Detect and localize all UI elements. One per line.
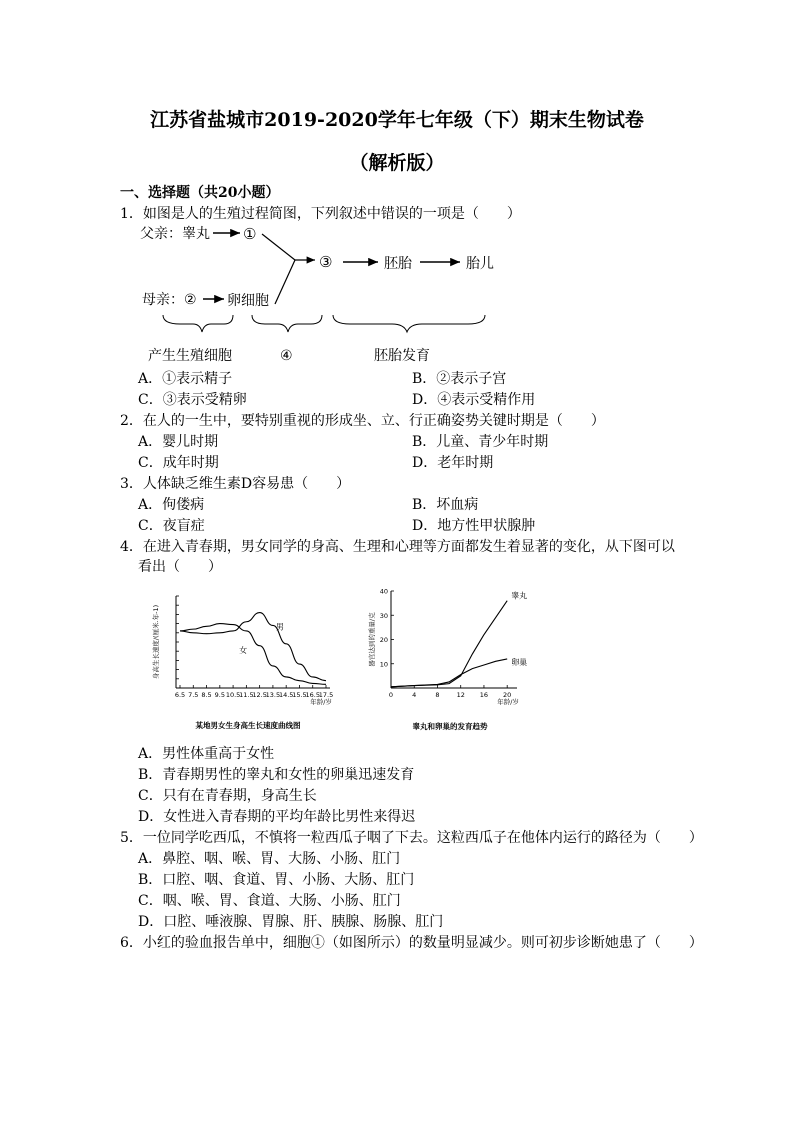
q2-option-a: A．婴儿时期: [138, 434, 219, 450]
chart2-y-tick-label: 10: [379, 660, 388, 669]
q2-option-c: C．成年时期: [138, 455, 219, 471]
chart1-x-tick-label: 14.5: [278, 691, 294, 699]
chart1-x-tick-label: 8.5: [201, 691, 212, 699]
diagram-label-gametes: 产生生殖细胞: [148, 348, 232, 364]
q3-option-a: A．佝偻病: [138, 497, 205, 513]
paper-title: 江苏省盐城市2019-2020学年七年级（下）期末生物试卷: [150, 109, 644, 131]
question-4-stem-cont: 看出（ ）: [138, 559, 222, 575]
chart1-caption: 某地男女生身高生长速度曲线图: [195, 721, 301, 730]
q5-option-c: C．咽、喉、胃、食道、大肠、小肠、肛门: [138, 893, 401, 909]
q1-option-a: A．①表示精子: [138, 371, 233, 387]
question-6-stem: 6．小红的验血报告单中，细胞①（如图所示）的数量明显减少。则可初步诊断她患了（ ）: [120, 935, 703, 951]
q3-option-d: D．地方性甲状腺肿: [412, 518, 536, 534]
chart2-x-tick-label: 0: [388, 691, 394, 699]
chart2-x-label: 年龄/岁: [497, 698, 519, 706]
q5-option-d: D．口腔、唾液腺、胃腺、肝、胰腺、肠腺、肛门: [138, 914, 444, 930]
chart1-x-tick-label: 11.5: [239, 691, 254, 699]
q1-option-b: B．②表示子宫: [412, 371, 507, 387]
diagram-circle-3: ③: [319, 253, 333, 271]
diagram-egg: 卵细胞: [227, 293, 269, 309]
chart1-y-label: 身高生长速度/(厘米.年-1): [152, 604, 160, 680]
q2-option-d: D．老年时期: [412, 455, 494, 471]
question-1-stem: 1．如图是人的生殖过程简图，下列叙述中错误的一项是（ ）: [120, 206, 521, 222]
question-5-stem: 5．一位同学吃西瓜，不慎将一粒西瓜子咽了下去。这粒西瓜子在他体内运行的路径为（ ）: [120, 830, 703, 846]
chart2-series-testis: [391, 601, 507, 687]
chart1-x-tick-label: 17.5: [318, 691, 334, 699]
diagram-father: 父亲：睾丸: [140, 226, 210, 242]
chart2-series-label-testis: 睾丸: [511, 591, 528, 601]
q1-option-d: D．④表示受精作用: [412, 392, 536, 408]
chart1-series-label-female: 女: [239, 646, 248, 656]
question-3-stem: 3．人体缺乏维生素D容易患（ ）: [120, 476, 351, 492]
height-growth-chart: [148, 588, 348, 734]
q3-option-b: B．坏血病: [412, 497, 479, 513]
chart2-y-tick-label: 20: [379, 636, 388, 644]
diagram-circle-1: ①: [243, 225, 257, 243]
chart1-x-tick-label: 16.5: [305, 691, 320, 699]
chart1-x-tick-label: 15.5: [292, 691, 307, 699]
chart1-x-tick-label: 6.5: [174, 691, 186, 699]
chart2-x-tick-label: 20: [503, 691, 512, 699]
chart1-x-tick-label: 12.5: [252, 691, 267, 699]
chart1-x-tick-label: 9.5: [214, 691, 225, 699]
q4-option-a: A．男性体重高于女性: [138, 746, 275, 762]
q4-option-c: C．只有在青春期，身高生长: [138, 788, 317, 804]
chart2-y-tick-label: 30: [379, 611, 388, 620]
chart1-series-label-male: 男: [275, 622, 284, 632]
chart1-series-female: [180, 624, 326, 685]
chart1-series-male: [180, 613, 326, 681]
q1-option-c: C．③表示受精卵: [138, 392, 247, 408]
gonad-development-chart: [365, 583, 535, 734]
chart2-caption: 睾丸和卵巢的发育趋势: [412, 722, 488, 731]
q5-option-b: B．口腔、咽、食道、胃、小肠、大肠、肛门: [138, 872, 415, 888]
paper-subtitle: （解析版）: [349, 152, 445, 174]
diagram-fetus: 胎儿: [466, 256, 494, 272]
chart1-x-tick-label: 10.5: [225, 691, 241, 699]
question-4-stem: 4．在进入青春期，男女同学的身高、生理和心理等方面都发生着显著的变化，从下图可以: [120, 539, 675, 555]
chart2-x-tick-label: 12: [456, 691, 465, 699]
q5-option-a: A．鼻腔、咽、喉、胃、大肠、小肠、肛门: [138, 851, 401, 867]
diagram-label-development: 胚胎发育: [374, 348, 430, 364]
question-2-stem: 2．在人的一生中，要特别重视的形成坐、立、行正确姿势关键时期是（ ）: [120, 413, 605, 429]
q3-option-c: C．夜盲症: [138, 518, 205, 534]
chart1-x-tick-label: 13.5: [265, 691, 281, 699]
q4-option-b: B．青春期男性的睾丸和女性的卵巢迅速发育: [138, 767, 415, 783]
reproduction-diagram: [130, 222, 510, 367]
section-heading: 一、选择题（共20小题）: [120, 185, 280, 201]
diagram-label-4: ④: [280, 348, 293, 364]
chart2-series-label-ovary: 卵巢: [511, 657, 528, 667]
chart2-x-tick-label: 8: [435, 691, 440, 699]
chart2-x-tick-label: 16: [479, 691, 489, 699]
chart2-x-tick-label: 4: [412, 691, 417, 699]
chart2-y-label: 器官达到的重量/克: [368, 612, 376, 667]
chart1-x-label: 年龄/岁: [310, 698, 332, 706]
chart1-x-tick-label: 7.5: [188, 691, 199, 699]
chart2-y-tick-label: 40: [379, 587, 388, 596]
q2-option-b: B．儿童、青少年时期: [412, 434, 549, 450]
diagram-mother: 母亲：②: [142, 292, 197, 308]
q4-option-d: D．女性进入青春期的平均年龄比男性来得迟: [138, 809, 416, 825]
diagram-embryo: 胚胎: [384, 256, 412, 272]
chart2-series-ovary: [391, 659, 507, 687]
